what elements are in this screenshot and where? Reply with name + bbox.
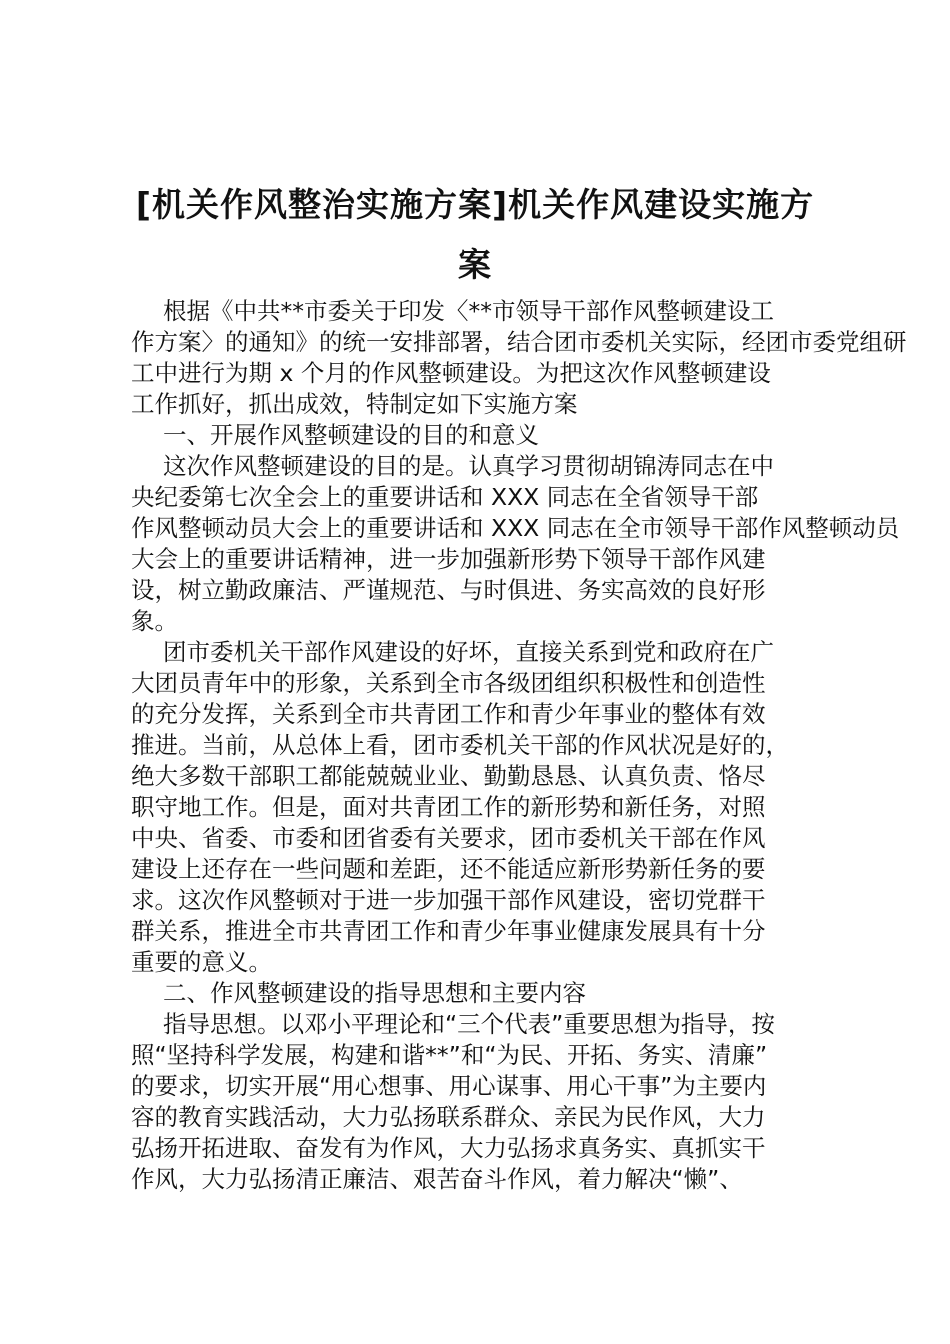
paragraph-line: 重要的意义。 <box>131 948 272 976</box>
paragraph-line: 作方案〉的通知》的统一安排部署，结合团市委机关实际，经团市委党组研 <box>131 328 907 356</box>
paragraph-line: 这次作风整顿建设的目的是。认真学习贯彻胡锦涛同志在中 <box>163 452 774 480</box>
paragraph-line: 根据《中共**市委关于印发〈**市领导干部作风整顿建设工 <box>163 297 774 325</box>
document-title-line-2: 案 <box>458 245 492 284</box>
paragraph-line: 指导思想。以邓小平理论和“三个代表”重要思想为指导，按 <box>163 1010 775 1038</box>
section-heading: 二、作风整顿建设的指导思想和主要内容 <box>163 979 586 1007</box>
paragraph-line: 群关系，推进全市共青团工作和青少年事业健康发展具有十分 <box>131 917 766 945</box>
paragraph-line: 的充分发挥，关系到全市共青团工作和青少年事业的整体有效 <box>131 700 766 728</box>
paragraph-line: 建设上还存在一些问题和差距，还不能适应新形势新任务的要 <box>131 855 766 883</box>
paragraph-line: 象。 <box>131 607 178 635</box>
paragraph-line: 作风，大力弘扬清正廉洁、艰苦奋斗作风，着力解决“懒”、 <box>131 1165 743 1193</box>
paragraph-line: 设，树立勤政廉洁、严谨规范、与时俱进、务实高效的良好形 <box>131 576 766 604</box>
paragraph-line: 的要求，切实开展“用心想事、用心谋事、用心干事”为主要内 <box>131 1072 767 1100</box>
paragraph-line: 照“坚持科学发展，构建和谐**”和“为民、开拓、务实、清廉” <box>131 1041 768 1069</box>
paragraph-line: 团市委机关干部作风建设的好坏，直接关系到党和政府在广 <box>163 638 774 666</box>
section-heading: 一、开展作风整顿建设的目的和意义 <box>163 421 539 449</box>
paragraph-line: 大会上的重要讲话精神，进一步加强新形势下领导干部作风建 <box>131 545 766 573</box>
paragraph-line: 绝大多数干部职工都能兢兢业业、勤勤恳恳、认真负责、恪尽 <box>131 762 766 790</box>
paragraph-line: 职守地工作。但是，面对共青团工作的新形势和新任务，对照 <box>131 793 766 821</box>
paragraph-line: 推进。当前，从总体上看，团市委机关干部的作风状况是好的， <box>131 731 789 759</box>
paragraph-line: 弘扬开拓进取、奋发有为作风，大力弘扬求真务实、真抓实干 <box>131 1134 766 1162</box>
paragraph-line: 作风整顿动员大会上的重要讲话和 XXX 同志在全市领导干部作风整顿动员 <box>131 514 900 542</box>
paragraph-line: 工作抓好，抓出成效，特制定如下实施方案 <box>131 390 578 418</box>
paragraph-line: 容的教育实践活动，大力弘扬联系群众、亲民为民作风，大力 <box>131 1103 766 1131</box>
paragraph-line: 央纪委第七次全会上的重要讲话和 XXX 同志在全省领导干部 <box>131 483 759 511</box>
paragraph-line: 求。这次作风整顿对于进一步加强干部作风建设，密切党群干 <box>131 886 766 914</box>
paragraph-line: 中央、省委、市委和团省委有关要求，团市委机关干部在作风 <box>131 824 766 852</box>
document-title-line-1: [机关作风整治实施方案]机关作风建设实施方 <box>135 185 815 224</box>
paragraph-line: 大团员青年中的形象，关系到全市各级团组织积极性和创造性 <box>131 669 766 697</box>
paragraph-line: 工中进行为期 x 个月的作风整顿建设。为把这次作风整顿建设 <box>131 359 771 387</box>
